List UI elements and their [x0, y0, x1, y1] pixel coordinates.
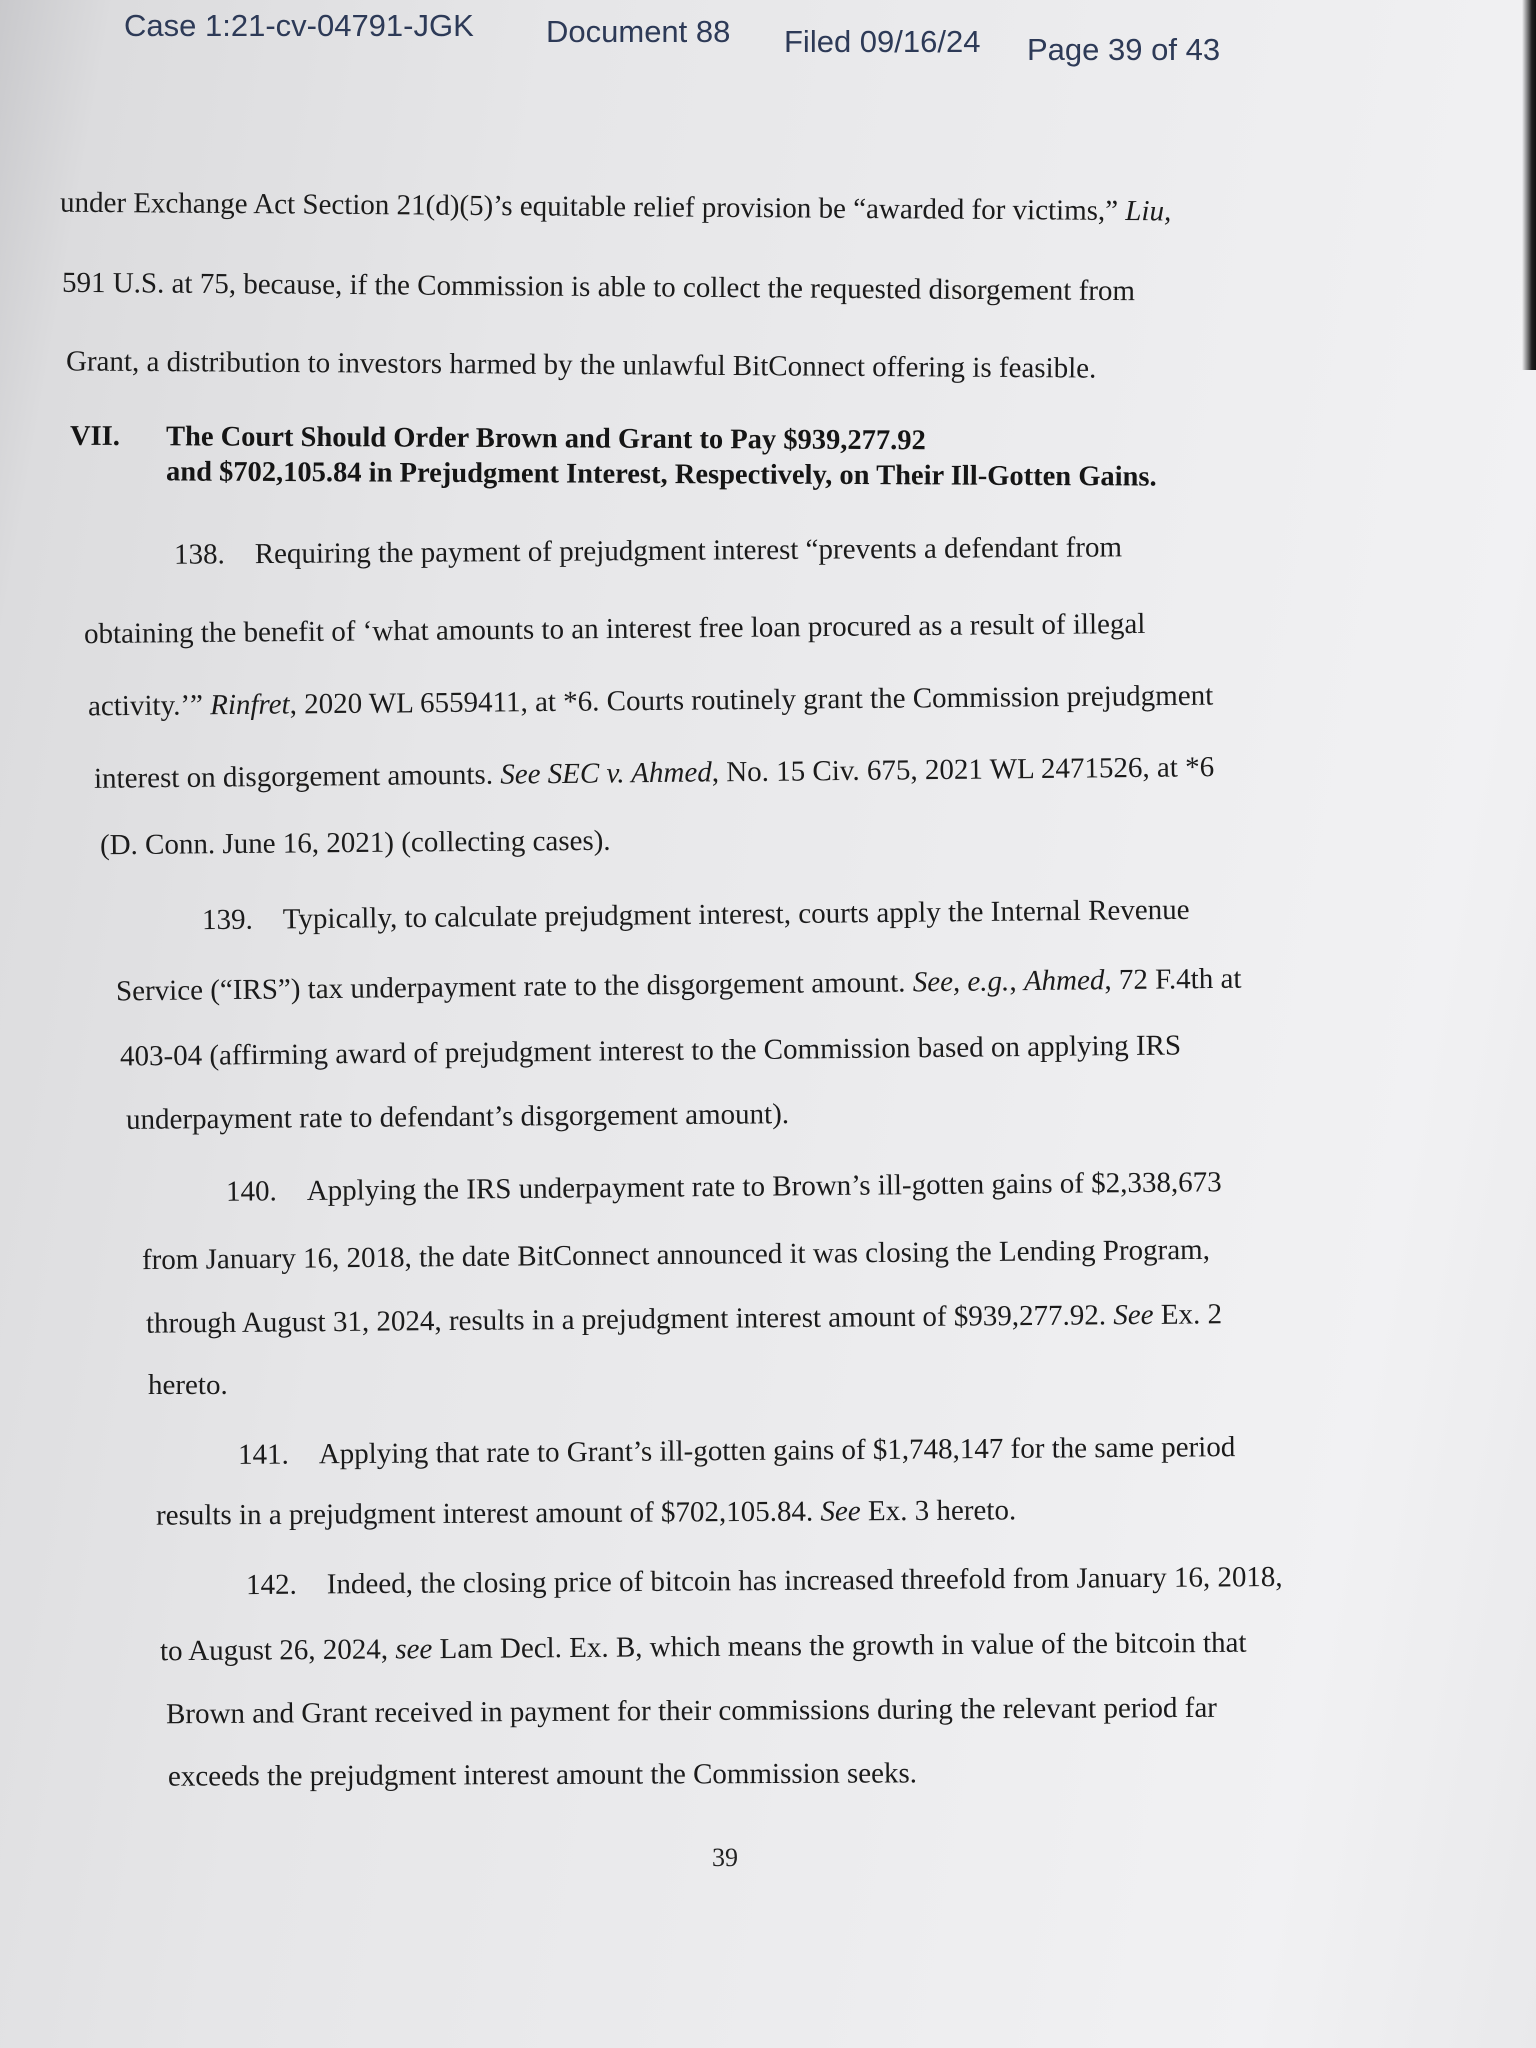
p138-line-1: 138. Requiring the payment of prejudgment interest “prevents a defendant from	[173, 531, 1123, 571]
ecf-header	[0, 8, 1536, 68]
paragraph-number: 141.	[237, 1438, 289, 1471]
section-heading-line-2: and $702,105.84 in Prejudgment Interest, Respectively, on Their Ill-Gotten Gains.	[165, 456, 1157, 493]
document-number: Document 88	[546, 14, 731, 49]
case-number: Case 1:21-cv-04791-JGK	[124, 8, 474, 43]
p142-line-3: Brown and Grant received in payment for their commissions during the relevant period far	[165, 1691, 1218, 1731]
filed-date: Filed 09/16/24	[784, 24, 981, 59]
paragraph-number: 142.	[245, 1568, 297, 1602]
page-number: 39	[712, 1843, 738, 1872]
paragraph-number: 138.	[173, 538, 225, 571]
p140-line-2: from January 16, 2018, the date BitConnect announced it was closing the Lending Program,	[141, 1233, 1211, 1277]
p140-line-3: through August 31, 2024, results in a prejudgment interest amount of $939,277.92. See Ex. 2	[145, 1298, 1223, 1340]
p139-line-3: 403-04 (affirming award of prejudgment interest to the Commission based on applying IRS	[119, 1029, 1182, 1073]
section-heading-line-1: VII. The Court Should Order Brown and Grant to Pay $939,277.92	[69, 420, 926, 457]
p141-line-2: results in a prejudgment interest amount of $702,105.84. See Ex. 3 hereto.	[155, 1494, 1017, 1532]
p139-line-1: 139. Typically, to calculate prejudgment interest, courts apply the Internal Revenue	[201, 893, 1190, 937]
p142-line-4: exceeds the prejudgment interest amount the Commission seeks.	[167, 1757, 918, 1793]
p139-line-2: Service (“IRS”) tax underpayment rate to the disgorgement amount. See, e.g., Ahmed, 72 F.4th at	[115, 962, 1242, 1008]
p138-line-2: obtaining the benefit of ‘what amounts to an interest free loan procured as a result of illegal	[83, 607, 1146, 651]
p141-line-1: 141. Applying that rate to Grant’s ill-gotten gains of $1,748,147 for the same period	[237, 1431, 1236, 1471]
p140-line-1: 140. Applying the IRS underpayment rate to Brown’s ill-gotten gains of $2,338,673	[225, 1166, 1222, 1208]
intro-line-3: Grant, a distribution to investors harmed by the unlawful BitConnect offering is feasible.	[65, 345, 1097, 385]
p138-line-4: interest on disgorgement amounts. See SEC v. Ahmed, No. 15 Civ. 675, 2021 WL 2471526, at *6	[93, 751, 1215, 795]
p142-line-2: to August 26, 2024, see Lam Decl. Ex. B, which means the growth in value of the bitcoin that	[159, 1626, 1247, 1668]
p138-line-5: (D. Conn. June 16, 2021) (collecting cases).	[99, 824, 611, 862]
intro-line-1: under Exchange Act Section 21(d)(5)’s equitable relief provision be “awarded for victims,” Liu,	[59, 186, 1172, 228]
p142-line-1: 142. Indeed, the closing price of bitcoin has increased threefold from January 16, 2018,	[245, 1560, 1283, 1602]
paragraph-number: 140.	[225, 1175, 277, 1208]
p138-line-3: activity.’” Rinfret, 2020 WL 6559411, at *6. Courts routinely grant the Commission prejudgment	[87, 679, 1214, 723]
intro-line-2: 591 U.S. at 75, because, if the Commission is able to collect the requested disorgement from	[61, 266, 1136, 308]
p139-line-4: underpayment rate to defendant’s disgorgement amount).	[125, 1098, 790, 1136]
p140-line-4: hereto.	[148, 1369, 228, 1401]
paragraph-number: 139.	[201, 903, 253, 937]
page-of-total: Page 39 of 43	[1027, 32, 1221, 67]
